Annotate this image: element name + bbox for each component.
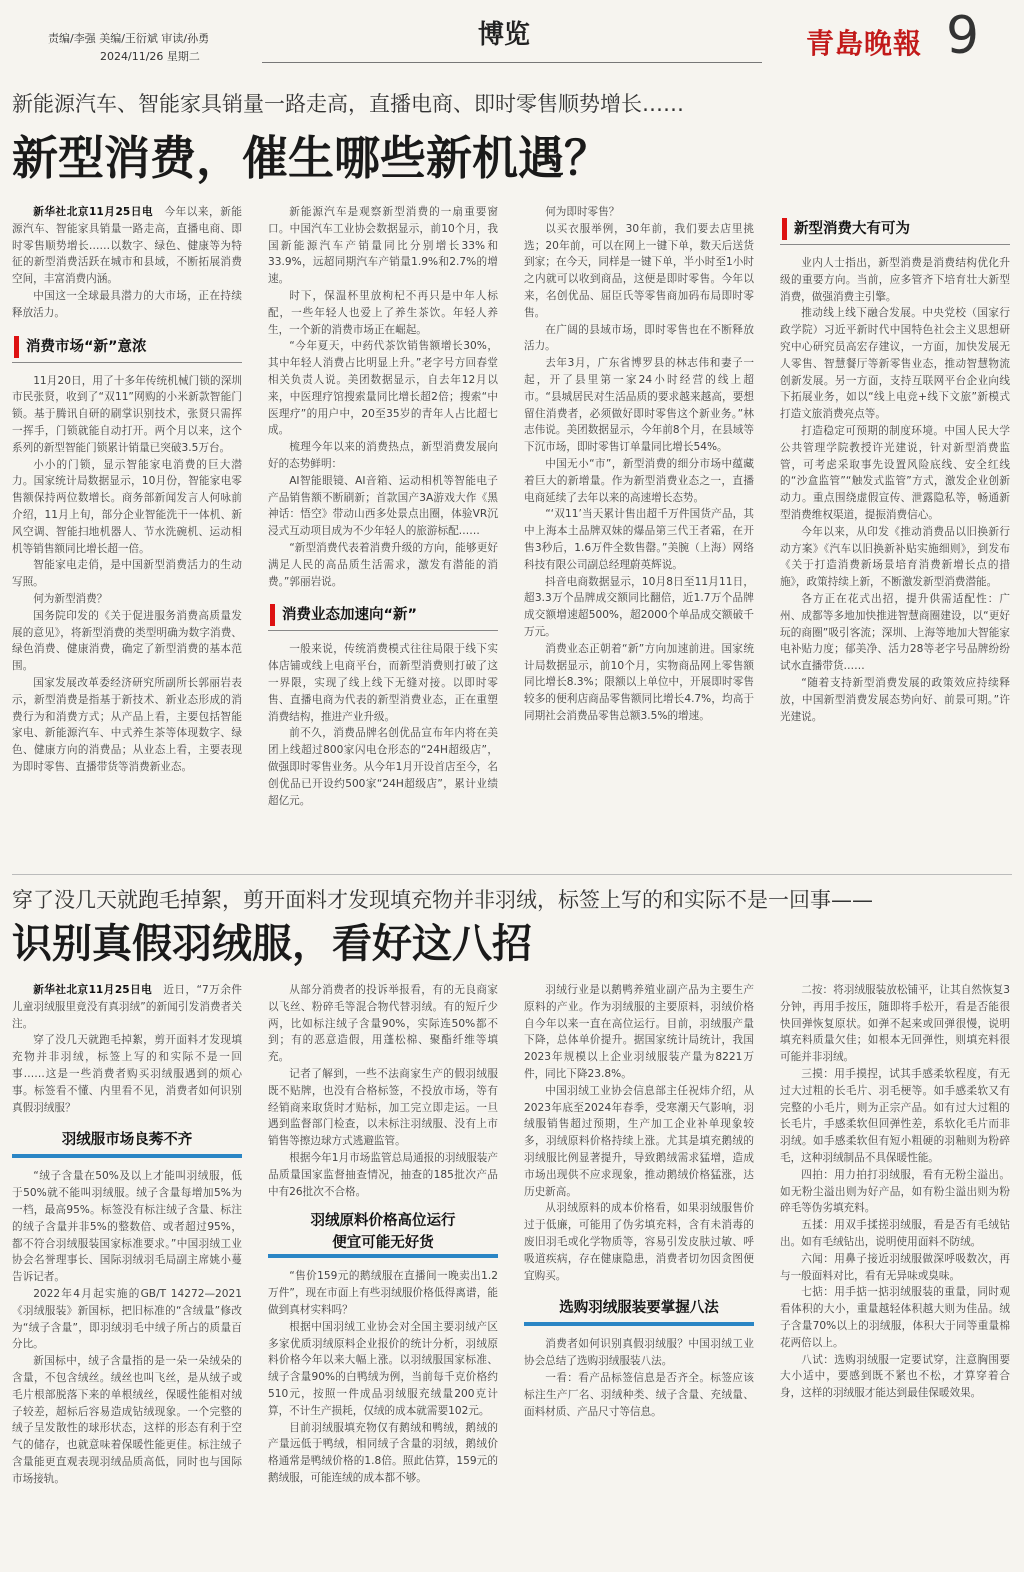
paragraph: 梳理今年以来的消费热点，新型消费发展向好的态势鲜明： bbox=[268, 441, 498, 470]
paragraph: 记者了解到，一些不法商家生产的假羽绒服既不贴牌，也没有合格标签，不投放市场，等有经销商来取货时才贴标，加工完立即走运。一旦遇到监督部门检查，以未标注羽绒服、没有上市销售等擦边球方式逃避监管。 bbox=[268, 1067, 498, 1148]
paragraph: 国家发展改革委经济研究所副所长郭丽岩表示，新型消费是指基于新技术、新业态形成的消费行为和消费方式；从产品上看，主要包括智能家电、新能源汽车、中式养生茶等体现数字、绿色、健康方向的消费品；从业态上看，主要表现为即时零售、直播带货等消费新业态。 bbox=[12, 676, 242, 773]
paragraph: 消费者如何识别真假羽绒服？中国羽绒工业协会总结了选购羽绒服装八法。 bbox=[524, 1338, 754, 1368]
issue-date: 2024/11/26 星期二 bbox=[100, 50, 200, 63]
section-name: 博览 bbox=[478, 20, 531, 50]
article1-kicker: 新能源汽车、智能家具销量一路走高，直播电商、即时零售顺势增长…… bbox=[12, 92, 684, 116]
paragraph: AI智能眼镜、AI音箱、运动相机等智能电子产品销售额不断刷新；首款国产3A游戏大作《黑神话：悟空》带动山西多处景点出圈，体验VR沉浸式互动项目成为不少年轻人的旅游标配…… bbox=[268, 474, 498, 538]
article2-column-2 bbox=[268, 982, 498, 1566]
paragraph: 一看：看产品标签信息是否齐全。标签应该标注生产厂名、羽绒种类、绒子含量、充绒量、面料材质、产品尺寸等信息。 bbox=[524, 1371, 754, 1418]
paragraph: 六闻：用鼻子接近羽绒服做深呼吸数次，再与一般面料对比，看有无异味或臭味。 bbox=[780, 1252, 1010, 1282]
paragraph: 中国羽绒工业协会信息部主任祝炜介绍，从2023年底至2024年春季，受寒潮天气影响，羽绒服销售超过预期，生产加工企业补单现象较多，羽绒原料价格持续上涨。尤其是填充鹅绒的羽绒服比例显著提升，导致鹅绒需求猛增，造成市场出现供不应求现象，推动鹅绒价格猛涨，达历史新高。 bbox=[524, 1084, 754, 1198]
paragraph: “随着支持新型消费发展的政策效应持续释放，中国新型消费发展态势向好、前景可期。”许光建说。 bbox=[780, 676, 1010, 723]
article1-headline: 新型消费，催生哪些新机遇？ bbox=[12, 131, 610, 185]
paragraph: “今年夏天，中药代茶饮销售额增长30%，其中年轻人消费占比明显上升。”老字号方回春堂相关负责人说。美团数据显示，自去年12月以来，中医理疗馆搜索量同比增长超2倍；搜索“中医理疗”的用户中，20至35岁的青年人占比超七成。 bbox=[268, 340, 498, 437]
paragraph: 四拍：用力拍打羽绒服，看有无粉尘溢出。如无粉尘溢出则为好产品，如有粉尘溢出则为粉碎毛等伪劣填充料。 bbox=[780, 1168, 1010, 1215]
article1-column-2 bbox=[268, 204, 498, 864]
paragraph: 各方正在花式出招，提升供需适配性：广州、成都等多地加快推进智慧商圈建设，以“更好玩的商圈”吸引客流；深圳、上海等地加大智能家电补贴力度；郁美净、活力28等老字号品牌纷纷试水直播带货…… bbox=[780, 592, 1010, 673]
paragraph: 羽绒行业是以鹅鸭养殖业副产品为主要生产原料的产业。作为羽绒服的主要原料，羽绒价格自今年以来一直在高位运行。目前，羽绒服产量下降，总体单价提升。据国家统计局统计，我国2023年规模以上企业羽绒服装产量为8221万件，同比下降23.8%。 bbox=[524, 984, 754, 1080]
paragraph: 一般来说，传统消费模式往往局限于线下实体店铺或线上电商平台，而新型消费则打破了这一界限，实现了线上线下无缝对接。以即时零售、直播电商为代表的新型消费业态，正在重塑消费结构，推进产业升级。 bbox=[268, 643, 498, 723]
article2-lead: 近日，“7万余件儿童羽绒服里竟没有真羽绒”的新闻引发消费者关注。 bbox=[12, 984, 242, 1030]
paragraph: 11月20日，用了十多年传统机械门锁的深圳市民张贤，收到了“双11”网购的小米新款智能门锁。基于腾讯自研的刷掌识别技术，张贤只需挥一挥手，门锁就能自动打开。两个月以来，这个系列的新型智能门锁累计销量已突破3.5万台。 bbox=[12, 374, 242, 454]
article2-dateline: 新华社北京11月25日电 bbox=[33, 984, 153, 996]
article2-column-4 bbox=[780, 982, 1010, 1566]
paragraph: 七掂：用手掂一掂羽绒服装的重量，同时观看体积的大小，重量越轻体积越大则为佳品。绒子含量70%以上的羽绒服，体积大于同等重量棉花两倍以上。 bbox=[780, 1286, 1010, 1349]
paragraph: 时下，保温杯里放枸杞不再只是中年人标配，一些年轻人也爱上了养生茶饮。年轻人养生，一个新的消费市场正在崛起。 bbox=[268, 289, 498, 336]
article1-lead: 今年以来，新能源汽车、智能家具销量一路走高，直播电商、即时零售顺势增长……以数字、绿色、健康等为特征的新型消费活跃在城市和县域，不断拓展消费空间，丰富消费内涵。 bbox=[12, 206, 242, 286]
paragraph: 五揉：用双手揉搓羽绒服，看是否有毛绒钻出。如有毛绒钻出，说明使用面料不防绒。 bbox=[780, 1219, 1010, 1248]
editor-credits: 责编/李强 美编/王衍斌 审读/孙勇 bbox=[48, 32, 210, 45]
article1-subheading-2: 消费业态加速向“新” bbox=[268, 600, 498, 631]
paragraph: 中国无小“市”，新型消费的细分市场中蕴藏着巨大的新增量。作为新型消费业态之一，直播电商延续了去年以来的高速增长态势。 bbox=[524, 457, 754, 504]
paragraph: “新型消费代表着消费升级的方向，能够更好满足人民的高品质生活需求，激发有潜能的消费。”郭丽岩说。 bbox=[268, 541, 498, 588]
paragraph: 根据中国羽绒工业协会对全国主要羽绒产区多家优质羽绒原料企业报价的统计分析，羽绒原料价格今年以来大幅上涨。以羽绒服国家标准、绒子含量90%的白鸭绒为例，当前每千克价格约510元，按照一件成品羽绒服充绒量200克计算，不计生产损耗，仅绒的成本就需要102元。 bbox=[268, 1320, 498, 1417]
paragraph: 穿了没几天就跑毛掉絮，剪开面料才发现填充物并非羽绒，标签上写的和实际不是一回事……这是一些消费者购买羽绒服遇到的烦心事。标签看不懂、内里看不见，消费者如何识别真假羽绒服？ bbox=[12, 1034, 242, 1114]
article1-column-4 bbox=[780, 204, 1010, 864]
paragraph: 业内人士指出，新型消费是消费结构优化升级的重要方向。当前，应多管齐下培育壮大新型消费，做强消费主引擎。 bbox=[780, 257, 1010, 303]
paragraph: 根据今年1月市场监管总局通报的羽绒服装产品质量国家监督抽查情况，抽查的185批次产品中有26批次不合格。 bbox=[268, 1151, 498, 1198]
article-divider bbox=[12, 874, 1012, 875]
paragraph: 今年以来，从印发《推动消费品以旧换新行动方案》《汽车以旧换新补贴实施细则》，到发布《关于打造消费新场景培育消费新增长点的措施》，政策持续上新，不断激发新型消费潜能。 bbox=[780, 525, 1010, 589]
paragraph: 三摸：用手摸捏，试其手感柔软程度，有无过大过粗的长毛片、羽毛梗等。如手感柔软又有完整的小毛片，则为正宗产品。如有过大过粗的长毛片，手感柔软但回弹性差，系软化毛片而非羽绒。如手感柔软但有短小粗硬的羽釉则为粉碎毛，这种羽绒制品不具保暖性能。 bbox=[780, 1067, 1010, 1164]
paragraph: “售价159元的鹅绒服在直播间一晚卖出1.2万件”，现在市面上有些羽绒服价格低得离谱，能做到真材实料吗？ bbox=[268, 1270, 498, 1316]
paragraph: 中国这一全球最具潜力的大市场，正在持续释放活力。 bbox=[12, 289, 242, 319]
article2-headline: 识别真假羽绒服，看好这八招 bbox=[12, 921, 532, 967]
paragraph: “绒子含量在50%及以上才能叫羽绒服，低于50%就不能叫羽绒服。绒子含量每增加5%为一档，最高95%。标签没有标注绒子含量、标注的绒子含量并非5%的整数倍、或者超过95%，都不符合羽绒服装国家标准要求。”中国羽绒工业协会名誉理事长、国际羽绒羽毛局副主席姚小蔓告诉记者。 bbox=[12, 1170, 242, 1284]
article1-subheading-3: 新型消费大有可为 bbox=[780, 214, 1010, 245]
paragraph: 在广阔的县域市场，即时零售也在不断释放活力。 bbox=[524, 323, 754, 353]
article2-subheading-1: 羽绒服市场良莠不齐 bbox=[12, 1126, 242, 1158]
paragraph: 2022年4月起实施的GB/T 14272—2021《羽绒服装》新国标，把旧标准的“含绒量”修改为“绒子含量”，即羽绒羽毛中绒子所占的质量百分比。 bbox=[12, 1287, 242, 1351]
paragraph: 目前羽绒服填充物仅有鹅绒和鸭绒，鹅绒的产量远低于鸭绒，相同绒子含量的羽绒，鹅绒价格通常是鸭绒价格的1.8倍。照此估算，159元的鹅绒服，可能连绒的成本都不够。 bbox=[268, 1421, 498, 1484]
paragraph: 二按：将羽绒服装放松铺平，让其自然恢复3分钟，再用手按压，随即将手松开，看是否能很快回弹恢复原状。如弹不起来或回弹很慢，说明填充料质量欠佳；如根本无回弹性，则填充料很可能并非羽绒。 bbox=[780, 984, 1010, 1064]
article2-column-1 bbox=[12, 982, 242, 1566]
newspaper-logo: 青島晚報 bbox=[806, 27, 923, 60]
paragraph: 从部分消费者的投诉举报看，有的无良商家以飞丝、粉碎毛等混合物代替羽绒。有的短斤少两，比如标注绒子含量90%，实际连50%都不到；有的恶意造假，用蓬松棉、聚酯纤维等填充。 bbox=[268, 984, 498, 1064]
article2-subheading-2 bbox=[268, 1210, 498, 1258]
article2-kicker: 穿了没几天就跑毛掉絮，剪开面料才发现填充物并非羽绒，标签上写的和实际不是一回事—— bbox=[12, 888, 873, 912]
paragraph: 八试：选购羽绒服一定要试穿，注意胸围要大小适中，要感到既不紧也不松，才算穿着合身，这样的羽绒服才能达到最佳保暖效果。 bbox=[780, 1353, 1010, 1400]
article1-dateline: 新华社北京11月25日电 bbox=[33, 206, 154, 218]
paragraph: 智能家电走俏，是中国新型消费活力的生动写照。 bbox=[12, 559, 242, 589]
paragraph: 消费业态正朝着“新”方向加速前进。国家统计局数据显示，前10个月，实物商品网上零售额同比增长8.3%；限额以上单位中，开展即时零售较多的便利店商品零售额同比增长4.7%，均高于同期社会消费品零售总额3.5%的增速。 bbox=[524, 642, 754, 722]
paragraph: 前不久，消费品牌名创优品宣布年内将在美团上线超过800家闪电仓形态的“24H超级店”，做强即时零售业务。从今年1月开设首店至今，名创优品已开设约500家“24H超级店”，累计业绩超亿元。 bbox=[268, 727, 498, 807]
paragraph: 何为新型消费？ bbox=[33, 592, 108, 605]
article2-subheading-2-line1: 羽绒原料价格高位运行 bbox=[310, 1213, 456, 1230]
paragraph: 去年3月，广东省博罗县的林志伟和妻子一起，开了县里第一家24小时经营的线上超市。“县城居民对生活品质的要求越来越高，要想留住消费者，必须做好即时零售这个新业务。”林志伟说。美团数据显示，今年前8个月，在县域等下沉市场，即时零售订单量同比增长54%。 bbox=[524, 357, 754, 454]
paragraph: 新国标中，绒子含量指的是一朵一朵绒朵的含量，不包含绒丝。绒丝也叫飞丝，是从绒子或毛片根部脱落下来的单根绒丝，保暖性能相对绒子较差，超标后容易造成钻绒现象。一个完整的绒子呈发散性的球形状态，这样的形态有利于空气的储存，也就意味着保暖性能更佳。标注绒子含量能更直观表现羽绒品质高低，同时也与国际市场接轨。 bbox=[12, 1355, 242, 1485]
paragraph: 从羽绒原料的成本价格看，如果羽绒服售价过于低廉，可能用了伪劣填充料，含有未消毒的废旧羽毛或化学物质等，容易引发皮肤过敏、呼吸道疾病，存在健康隐患，消费者切勿因贪图便宜购买。 bbox=[524, 1202, 754, 1282]
paragraph: 以买衣服举例，30年前，我们要去店里挑选；20年前，可以在网上一键下单，数天后送货到家；在今天，同样是一键下单，半小时至1小时之内就可以收到商品，这便是即时零售。今年以来，名创优品、屈臣氏等零售商加码布局即时零售。 bbox=[524, 222, 754, 319]
masthead-credits bbox=[48, 30, 209, 66]
paragraph: 打造稳定可预期的制度环境。中国人民大学公共管理学院教授许光建说，针对新型消费监管，可考虑采取事先设置风险底线、安全红线的“沙盒监管”“触发式监管”方式，激发企业创新动力。重点围绕虚假宣传、泄露隐私等，畅通新型消费维权渠道，提振消费信心。 bbox=[780, 424, 1010, 521]
paragraph: 新能源汽车是观察新型消费的一扇重要窗口。中国汽车工业协会数据显示，前10个月，我国新能源汽车产销量同比分别增长33%和33.9%，远超同期汽车产销量1.9%和2.7%的增速。 bbox=[268, 206, 498, 286]
header-rule bbox=[262, 62, 762, 63]
article1-column-1 bbox=[12, 204, 242, 864]
article1-subheading-1: 消费市场“新”意浓 bbox=[12, 332, 242, 363]
article2-subheading-2-line2: 便宜可能无好货 bbox=[332, 1235, 434, 1252]
article2-subheading-3: 选购羽绒服装要掌握八法 bbox=[524, 1294, 754, 1326]
paragraph: 国务院印发的《关于促进服务消费高质量发展的意见》，将新型消费的类型明确为数字消费、绿色消费、健康消费，确定了新型消费的基本范围。 bbox=[12, 609, 242, 673]
page-number: 9 bbox=[946, 6, 980, 66]
paragraph: “‘双11’当天累计售出超千万件国货产品，其中上海本土品牌双妹的爆品第三代王者霜，在开售3秒后，1.6万件全数售罄。”美腕（上海）网络科技有限公司副总经理蔚英辉说。 bbox=[524, 508, 754, 571]
paragraph: 何为即时零售？ bbox=[545, 206, 620, 218]
article2-column-3 bbox=[524, 982, 754, 1566]
article1-column-3 bbox=[524, 204, 754, 864]
paragraph: 抖音电商数据显示，10月8日至11月11日，超3.3万个品牌成交额同比翻倍，近1.7万个品牌成交额增速超500%，超2000个单品成交额破千万元。 bbox=[524, 575, 754, 638]
paragraph: 小小的门锁，显示智能家电消费的巨大潜力。国家统计局数据显示，10月份，智能家电零售额保持两位数增长。商务部新闻发言人何咏前介绍，11月上旬，部分企业智能洗干一体机、新风空调、智能扫地机器人、节水洗碗机、运动相机等销售额同比增长超一倍。 bbox=[12, 458, 242, 555]
paragraph: 推动线上线下融合发展。中央党校（国家行政学院）习近平新时代中国特色社会主义思想研究中心研究员高宏存建议，一方面，加快发展无人零售、智慧餐厅等新零售业态，推动智慧物流创新发展。另一方面，支持互联网平台企业向线下拓展业务，如以“线上电竞+线下文旅”新模式打造文旅消费亮点等。 bbox=[780, 307, 1010, 421]
